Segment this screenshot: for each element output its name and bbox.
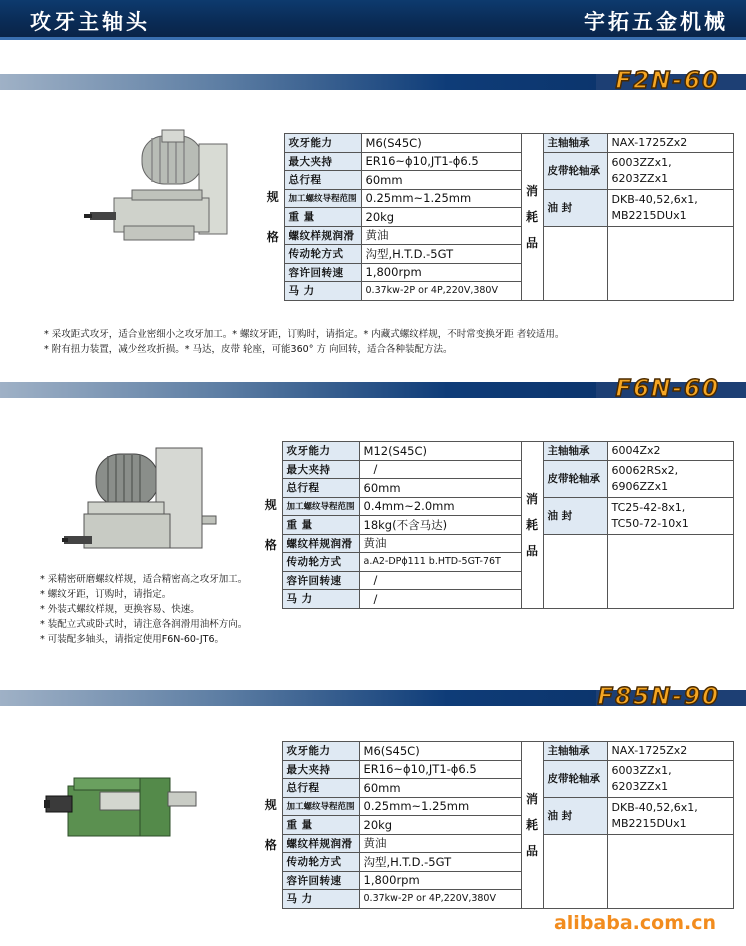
spec-key: 攻牙能力: [282, 742, 359, 761]
spec-key: 容许回转速: [282, 571, 359, 590]
spec-key: 加工螺纹导程范围: [284, 189, 361, 208]
spec-side-label: 规 格: [262, 134, 284, 301]
model-title: F6N-60: [615, 376, 720, 402]
spec-value: a.A2-DPϕ111 b.HTD-5GT-76T: [359, 553, 521, 572]
spec-key: 总行程: [284, 171, 361, 190]
spec-key: 传动轮方式: [284, 245, 361, 264]
spec-key: 容许回转速: [284, 263, 361, 282]
spec-value: 60mm: [359, 779, 521, 798]
spec-key: 螺纹样规润滑: [284, 226, 361, 245]
spec-key: 攻牙能力: [282, 442, 359, 461]
spec-key: 传动轮方式: [282, 853, 359, 872]
part-value: TC25-42-8x1, TC50-72-10x1: [607, 497, 733, 534]
model-title: F2N-60: [615, 68, 720, 94]
spec-value: 20kg: [361, 208, 521, 227]
spec-value: 0.37kw-2P or 4P,220V,380V: [359, 890, 521, 909]
model-banner-2: [0, 376, 746, 402]
part-key: 主轴轴承: [543, 442, 607, 461]
model-banner-1: [0, 68, 746, 94]
spec-value: 黄油: [361, 226, 521, 245]
part-value: 60062RSx2, 6906ZZx1: [607, 460, 733, 497]
spec-key: 马 力: [284, 282, 361, 301]
consumables-label: 消 耗 品: [521, 742, 543, 909]
page-header: [0, 0, 746, 40]
note-line: * 装配立式或卧式时，请注意各润滑用油杯方向。: [40, 619, 248, 630]
note-line: * 外装式螺纹样规，更换容易、快速。: [40, 604, 200, 615]
spec-value: 沟型,H.T.D.-5GT: [359, 853, 521, 872]
spec-key: 总行程: [282, 779, 359, 798]
spec-value: M6(S45C): [359, 742, 521, 761]
part-value: 6003ZZx1, 6203ZZx1: [607, 152, 733, 189]
part-value: NAX-1725Zx2: [607, 742, 733, 761]
spec-value: M6(S45C): [361, 134, 521, 153]
consumables-label: 消 耗 品: [521, 442, 543, 609]
part-key: 油 封: [543, 797, 607, 834]
machine-photo-f85n: [44, 772, 204, 844]
spec-value: 0.37kw-2P or 4P,220V,380V: [361, 282, 521, 301]
spec-value: 0.25mm~1.25mm: [359, 797, 521, 816]
spec-key: 最大夹持: [282, 460, 359, 479]
spec-key: 螺纹样规润滑: [282, 534, 359, 553]
spec-key: 重 量: [284, 208, 361, 227]
spec-value: ER16~ϕ10,JT1-ϕ6.5: [359, 760, 521, 779]
notes-f2n: [44, 327, 564, 357]
spec-value: 黄油: [359, 534, 521, 553]
spec-key: 加工螺纹导程范围: [282, 497, 359, 516]
machine-photo-f2n: [84, 128, 254, 248]
catalog-title: 攻牙主轴头: [30, 10, 150, 34]
part-key: 皮带轮轴承: [543, 760, 607, 797]
spec-value: /: [359, 571, 521, 590]
spec-table-f2n: [262, 133, 734, 301]
part-key: 皮带轮轴承: [543, 460, 607, 497]
note-line: * 螺纹牙距，订购时，请指定。: [40, 589, 172, 600]
spec-key: 加工螺纹导程范围: [282, 797, 359, 816]
spec-value: 0.4mm~2.0mm: [359, 497, 521, 516]
note-line: * 采攻距式攻牙，适合业密细小之攻牙加工。* 螺纹牙距，订购时，请指定。* 内藏式螺纹样规，不时常变换牙距 者较适用。: [44, 329, 565, 340]
spec-key: 重 量: [282, 816, 359, 835]
note-line: * 附有扭力装置，减少丝攻折损。* 马达，皮带 轮座，可能360° 方 向回转，适合各种装配方法。: [44, 344, 453, 355]
spec-value: 60mm: [361, 171, 521, 190]
spec-value: 18kg(不含马达): [359, 516, 521, 535]
part-key: 主轴轴承: [543, 742, 607, 761]
spec-key: 螺纹样规润滑: [282, 834, 359, 853]
note-line: * 采精密研磨螺纹样规，适合精密高之攻牙加工。: [40, 574, 248, 585]
part-value: 6004Zx2: [607, 442, 733, 461]
spec-key: 马 力: [282, 890, 359, 909]
spec-key: 马 力: [282, 590, 359, 609]
part-key: 油 封: [543, 497, 607, 534]
spec-side-label: 规 格: [260, 442, 282, 609]
company-name: 宇拓五金机械: [584, 10, 728, 34]
model-banner-3: [0, 684, 746, 710]
spec-value: ER16~ϕ10,JT1-ϕ6.5: [361, 152, 521, 171]
spec-value: /: [359, 460, 521, 479]
part-value: 6003ZZx1, 6203ZZx1: [607, 760, 733, 797]
note-line: * 可装配多轴头，请指定使用F6N-60-JT6。: [40, 634, 225, 645]
spec-value: 20kg: [359, 816, 521, 835]
part-value: NAX-1725Zx2: [607, 134, 733, 153]
part-key: 油 封: [543, 189, 607, 226]
spec-value: 0.25mm~1.25mm: [361, 189, 521, 208]
model-title: F85N-90: [597, 684, 720, 710]
machine-photo-f6n: [62, 440, 232, 566]
spec-table-f6n: [260, 441, 734, 609]
part-value: DKB-40,52,6x1, MB2215DUx1: [607, 189, 733, 226]
spec-key: 最大夹持: [284, 152, 361, 171]
spec-key: 重 量: [282, 516, 359, 535]
spec-key: 攻牙能力: [284, 134, 361, 153]
spec-value: M12(S45C): [359, 442, 521, 461]
consumables-label: 消 耗 品: [521, 134, 543, 301]
spec-table-f85n: [260, 741, 734, 909]
part-value: DKB-40,52,6x1, MB2215DUx1: [607, 797, 733, 834]
spec-value: 1,800rpm: [359, 871, 521, 890]
spec-value: 黄油: [359, 834, 521, 853]
spec-value: 1,800rpm: [361, 263, 521, 282]
spec-key: 总行程: [282, 479, 359, 498]
spec-key: 最大夹持: [282, 760, 359, 779]
spec-side-label: 规 格: [260, 742, 282, 909]
notes-f6n: [40, 572, 247, 647]
part-key: 主轴轴承: [543, 134, 607, 153]
spec-value: 沟型,H.T.D.-5GT: [361, 245, 521, 264]
spec-key: 传动轮方式: [282, 553, 359, 572]
spec-key: 容许回转速: [282, 871, 359, 890]
spec-value: 60mm: [359, 479, 521, 498]
watermark: alibaba.com.cn: [553, 912, 716, 934]
spec-value: /: [359, 590, 521, 609]
part-key: 皮带轮轴承: [543, 152, 607, 189]
